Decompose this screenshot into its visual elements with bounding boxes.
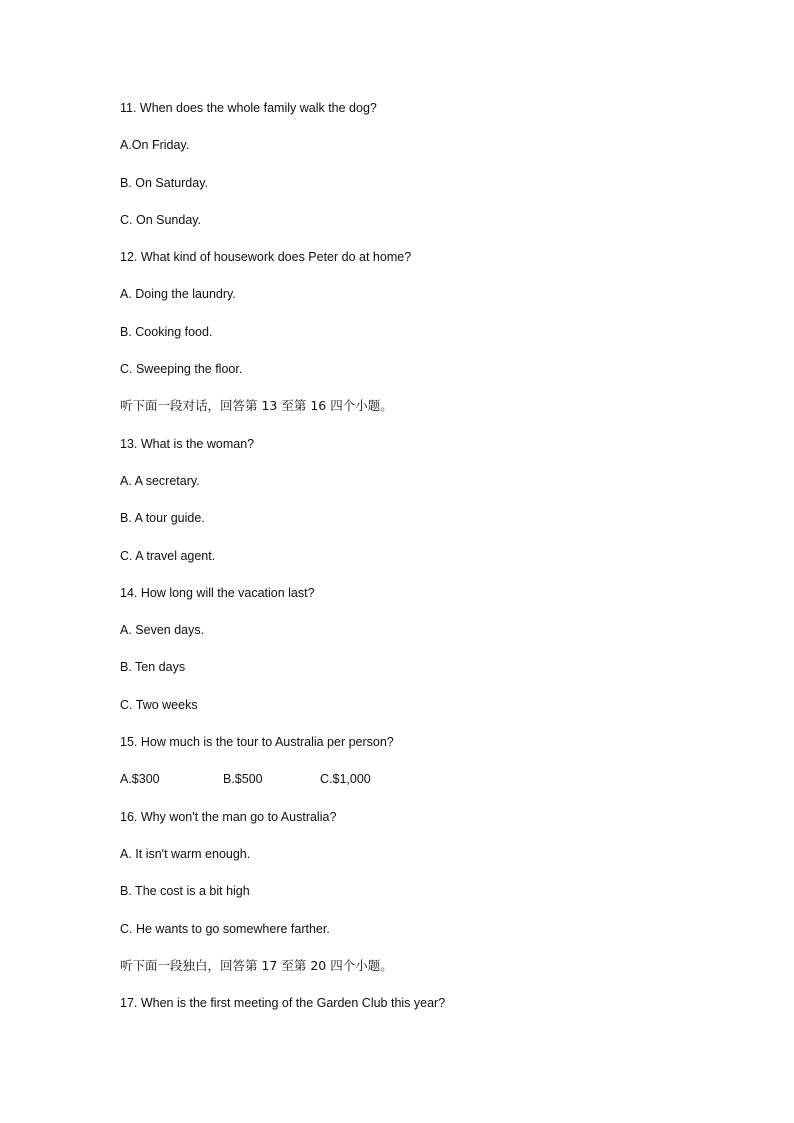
q15-option-a: A.$300	[120, 772, 160, 787]
q12-option-c: C. Sweeping the floor.	[120, 362, 243, 377]
q12-option-a: A. Doing the laundry.	[120, 287, 236, 302]
q14-option-c: C. Two weeks	[120, 697, 198, 712]
question-11: 11. When does the whole family walk the dog?	[120, 101, 377, 115]
q11-option-a: A.On Friday.	[120, 138, 190, 153]
q13-option-b: B. A tour guide.	[120, 511, 205, 526]
question-13: 13. What is the woman?	[120, 436, 255, 451]
q14-option-a: A. Seven days.	[120, 623, 205, 638]
q11-option-c: C. On Sunday.	[120, 212, 202, 227]
question-16: 16. Why won't the man go to Australia?	[120, 809, 337, 824]
q15-option-c: C.$1,000	[320, 772, 371, 787]
q14-option-b: B. Ten days	[120, 660, 186, 675]
q12-option-b: B. Cooking food.	[120, 324, 213, 339]
section-instruction-13-16: 听下面一段对话，回答第 13 至第 16 四个小题。	[120, 398, 393, 414]
q13-option-a: A. A secretary.	[120, 473, 200, 488]
q16-option-b: B. The cost is a bit high	[120, 884, 250, 899]
q16-option-a: A. It isn't warm enough.	[120, 846, 251, 861]
question-12: 12. What kind of housework does Peter do at home?	[120, 250, 412, 265]
question-14: 14. How long will the vacation last?	[120, 585, 315, 600]
q11-option-b: B. On Saturday.	[120, 175, 209, 190]
q13-option-c: C. A travel agent.	[120, 548, 216, 563]
document-page	[120, 98, 720, 1030]
question-15: 15. How much is the tour to Australia per person?	[120, 735, 394, 750]
q15-options	[120, 769, 720, 789]
q15-option-b: B.$500	[223, 772, 263, 787]
question-17: 17. When is the first meeting of the Garden Club this year?	[120, 996, 446, 1011]
q16-option-c: C. He wants to go somewhere farther.	[120, 921, 330, 936]
section-instruction-17-20: 听下面一段独白，回答第 17 至第 20 四个小题。	[120, 957, 393, 973]
